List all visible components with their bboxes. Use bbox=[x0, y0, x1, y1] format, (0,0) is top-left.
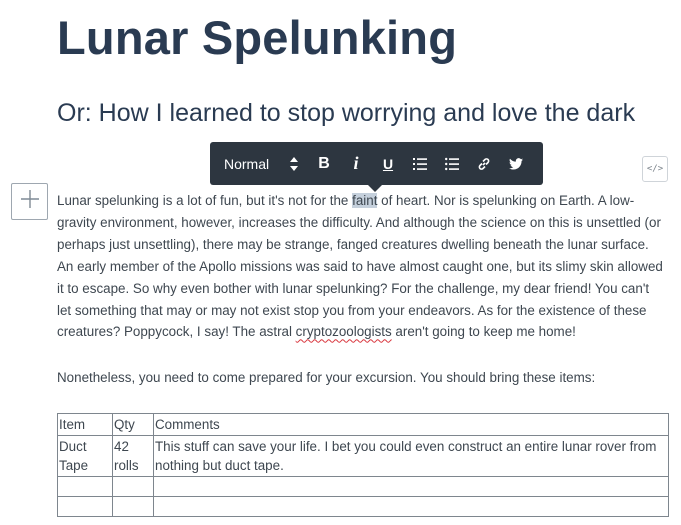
table-cell[interactable] bbox=[58, 497, 113, 517]
table-header-row bbox=[58, 414, 669, 436]
code-view-button[interactable] bbox=[642, 156, 668, 182]
link-button[interactable] bbox=[468, 142, 500, 185]
italic-button[interactable] bbox=[340, 142, 372, 185]
formatting-toolbar bbox=[210, 142, 543, 185]
table-row bbox=[58, 436, 669, 477]
format-select-label: Normal bbox=[224, 155, 270, 172]
selected-text[interactable]: faint bbox=[352, 193, 378, 208]
plus-icon bbox=[21, 190, 39, 213]
document-title[interactable]: Lunar Spelunking bbox=[57, 11, 458, 64]
bold-icon: B bbox=[318, 154, 330, 172]
table-row bbox=[58, 477, 669, 497]
document-subtitle[interactable]: Or: How I learned to stop worrying and love the dark bbox=[57, 99, 636, 127]
header-cell-item[interactable]: Item bbox=[58, 414, 113, 436]
table-cell[interactable]: Duct Tape bbox=[58, 436, 113, 477]
header-cell-qty[interactable]: Qty bbox=[113, 414, 154, 436]
table-cell[interactable] bbox=[113, 497, 154, 517]
table-cell[interactable] bbox=[58, 477, 113, 497]
paragraph-text-before: Lunar spelunking is a lot of fun, but it's not for the bbox=[57, 193, 353, 208]
body-paragraph-1[interactable] bbox=[57, 190, 663, 343]
table-cell[interactable] bbox=[113, 477, 154, 497]
add-block-button[interactable] bbox=[11, 183, 48, 220]
items-table bbox=[57, 413, 669, 517]
table-cell[interactable] bbox=[154, 497, 669, 517]
italic-icon: i bbox=[353, 153, 359, 173]
link-icon bbox=[477, 157, 491, 171]
ordered-list-icon bbox=[413, 157, 427, 171]
table-cell[interactable]: 42 rolls bbox=[113, 436, 154, 477]
format-select[interactable] bbox=[224, 156, 308, 172]
table-cell[interactable]: This stuff can save your life. I bet you could even construct an entire lunar rover from nothing but duct tape. bbox=[154, 436, 669, 477]
paragraph-text-after: aren't going to keep me home! bbox=[391, 324, 576, 340]
ordered-list-button[interactable] bbox=[404, 142, 436, 185]
bullet-list-icon bbox=[445, 157, 459, 171]
table-cell[interactable] bbox=[154, 477, 669, 497]
twitter-button[interactable] bbox=[500, 142, 532, 185]
body-paragraph-2[interactable]: Nonetheless, you need to come prepared for your excursion. You should bring these items: bbox=[57, 370, 596, 385]
underline-button[interactable] bbox=[372, 142, 404, 185]
table-row bbox=[58, 497, 669, 517]
bold-button[interactable] bbox=[308, 142, 340, 185]
header-cell-comments[interactable]: Comments bbox=[154, 414, 669, 436]
misspelled-word[interactable]: cryptozoologists bbox=[295, 324, 392, 340]
paragraph-text-middle: of heart. Nor is spelunking on Earth. A low-gravity environment, however, increases the difficulty. And although the science on this is unsettled (or perhaps just unsettling), there may be strange, fanged creatures dwelling beneath the lunar surface. An early member of the Apollo missions was said to have almost caught one, but its slimy skin allowed it to escape. So why even bother with lunar spelunking? For the challenge, my dear friend! You can't let something that may or may not exist stop you from your endeavors. As for the existence of these creatures? Poppycock, I say! The astral bbox=[57, 193, 663, 340]
code-icon: </> bbox=[646, 164, 664, 174]
bullet-list-button[interactable] bbox=[436, 142, 468, 185]
underline-icon: U bbox=[382, 155, 394, 172]
twitter-icon bbox=[509, 158, 523, 170]
sort-arrows-icon bbox=[288, 156, 300, 172]
